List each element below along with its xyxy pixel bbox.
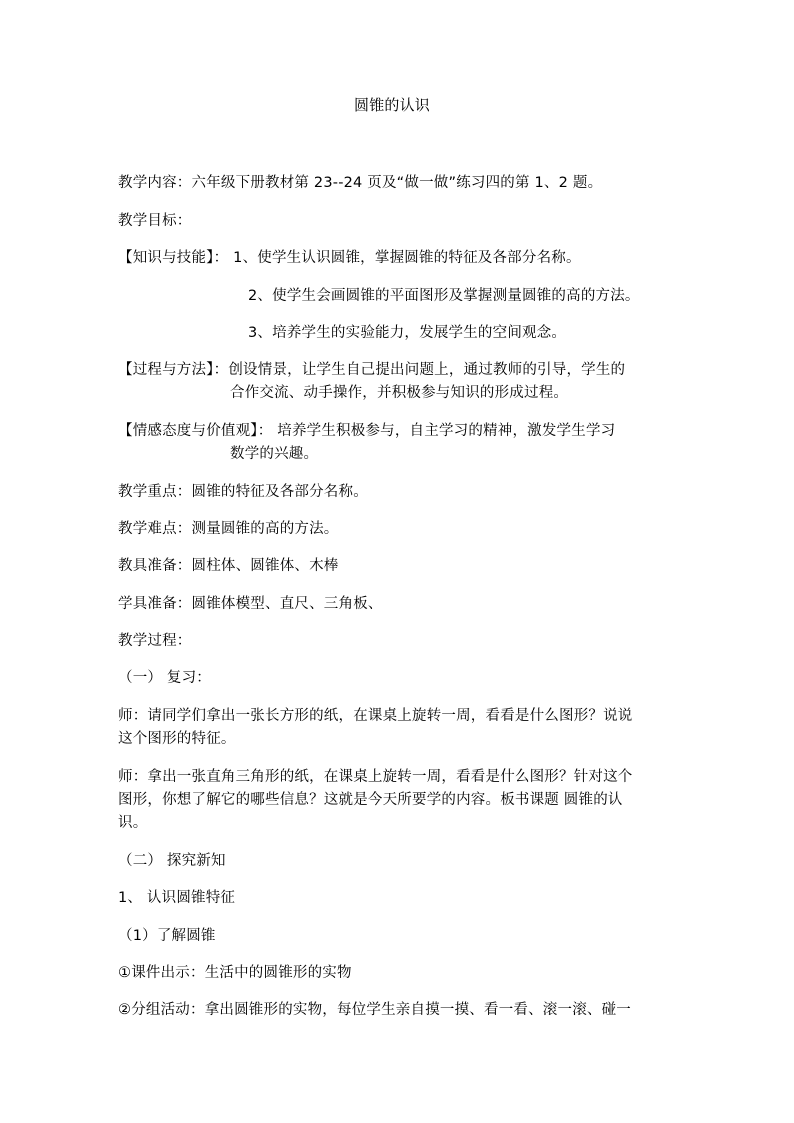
text-line: 教学重点：圆锥的特征及各部分名称。 [118,484,368,500]
document-title: 圆锥的认识 [354,96,431,114]
text-line: ①课件出示：生活中的圆锥形的实物 [118,965,352,981]
text-line: 师：拿出一张直角三角形的纸，在课桌上旋转一周，看看是什么图形？针对这个 [118,769,633,785]
text-line: 【情感态度与价值观】： 培养学生积极参与，自主学习的精神，激发学生学习 [118,423,616,439]
text-line: ②分组活动：拿出圆锥形的实物，每位学生亲自摸一摸、看一看、滚一滚、碰一 [118,1002,631,1018]
text-line: 1、 认识圆锥特征 [118,890,236,906]
text-line: 教具准备：圆柱体、圆锥体、木棒 [118,558,339,574]
text-line: 识。 [118,815,148,831]
text-line: （一） 复习： [118,670,212,686]
text-line: 教学目标： [118,213,192,229]
text-line: 图形，你想了解它的哪些信息？这就是今天所要学的内容。板书课题 圆锥的认 [118,792,623,808]
text-line: 教学难点：测量圆锥的高的方法。 [118,521,339,537]
text-line: 合作交流、动手操作，并积极参与知识的形成过程。 [230,385,569,401]
text-line: 教学过程： [118,633,192,649]
text-line: 教学内容：六年级下册教材第 23--24 页及“做一做”练习四的第 1、2 题。 [118,175,603,191]
text-line: 数学的兴趣。 [230,446,319,462]
text-line: 师：请同学们拿出一张长方形的纸，在课桌上旋转一周，看看是什么图形？说说 [118,708,633,724]
text-line: 【过程与方法】：创设情景，让学生自己提出问题上，通过教师的引导，学生的 [118,362,626,378]
text-line: 这个图形的特征。 [118,731,236,747]
text-line: 2、使学生会画圆锥的平面图形及掌握测量圆锥的高的方法。 [248,288,640,304]
text-line: 【知识与技能】： 1、使学生认识圆锥，掌握圆锥的特征及各部分名称。 [118,250,581,266]
text-line: 学具准备：圆锥体模型、直尺、三角板、 [118,596,383,612]
text-line: 3、培养学生的实验能力，发展学生的空间观念。 [248,325,567,341]
text-line: （二） 探究新知 [118,853,226,869]
text-line: （1）了解圆锥 [118,928,216,944]
